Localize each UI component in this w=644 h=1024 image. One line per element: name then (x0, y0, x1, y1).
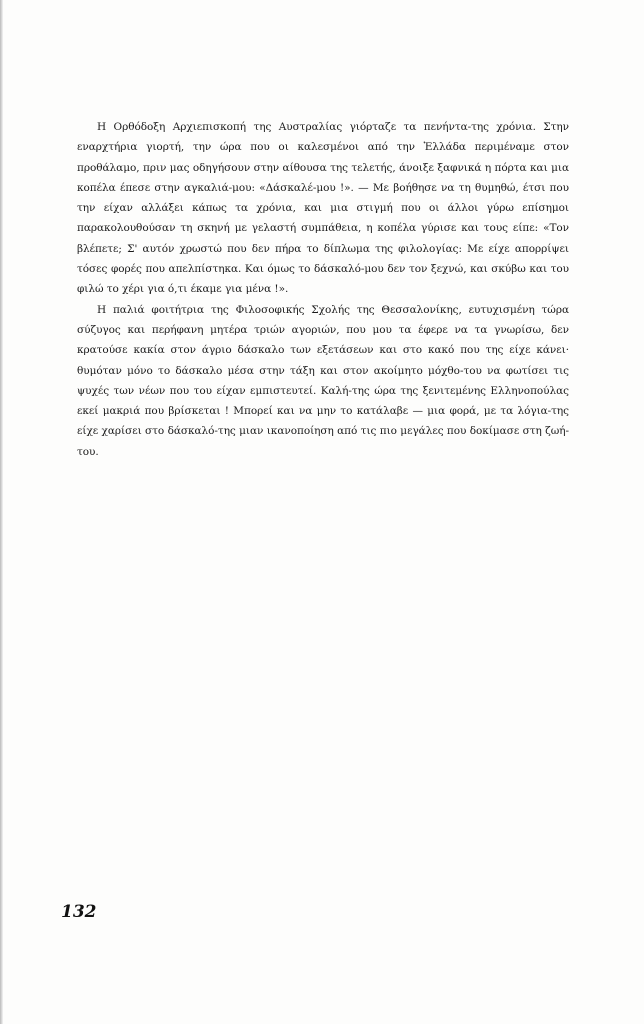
paragraph-2: Η παλιά φοιτήτρια της Φιλοσοφικής Σχολής της Θεσσαλονίκης, ευτυχισμένη τώρα σύζυγος και περήφανη μητέρα τριών αγοριών, που μου τα έφερε να τα γνωρίσω, δεν κρατούσε κακία στον άγριο δάσκαλο των εξετάσεων και στο κακό που της είχε κάνει· θυμόταν μόνο το δάσκαλο μέσα στην τάξη και στον ακοίμητο μόχθο-του να φωτίσει τις ψυχές των νέων που του είχαν εμπιστευτεί. Καλή-της ώρα της ξενιτεμένης Ελληνοπούλας εκεί μακριά που βρίσκεται ! Μπορεί και να μην το κατάλαβε — μια φορά, με τα λόγια-της είχε χαρίσει στο δάσκαλό-της μιαν ικανοποίηση από τις πιο μεγάλες που δοκίμασε στη ζωή-του. (77, 303, 569, 458)
body-text (77, 117, 569, 462)
paragraph-1: Η Ορθόδοξη Αρχιεπισκοπή της Αυστραλίας γιόρταζε τα πενήντα-της χρόνια. Στην εναρχτήρια γιορτή, την ώρα που οι καλεσμένοι από την Ἑλλάδα περιμέναμε στον προθάλαμο, πριν μας οδηγήσουν στην αίθουσα της τελετής, άνοιξε ξαφνικά η πόρτα και μια κοπέλα έπεσε στην αγκαλιά-μου: «Δάσκαλέ-μου !». — Με βοήθησε να τη θυμηθώ, έτσι που την είχαν αλλάξει κάπως τα χρόνια, και μια στιγμή που οι άλλοι γύρω επίσημοι παρακολουθούσαν τη σκηνή με γελαστή συμπάθεια, η κοπέλα γύρισε και τους είπε: «Τον βλέπετε; Σ' αυτόν χρωστώ που δεν πήρα το δίπλωμα της φιλολογίας: Με είχε απορρίψει τόσες φορές που απελπίστηκα. Και όμως το δάσκαλό-μου δεν τον ξεχνώ, και σκύβω και του φιλώ το χέρι για ό,τι έκαμε για μένα !». (77, 121, 569, 296)
page-number: 132 (61, 902, 97, 922)
page-edge-shadow (0, 0, 3, 1024)
